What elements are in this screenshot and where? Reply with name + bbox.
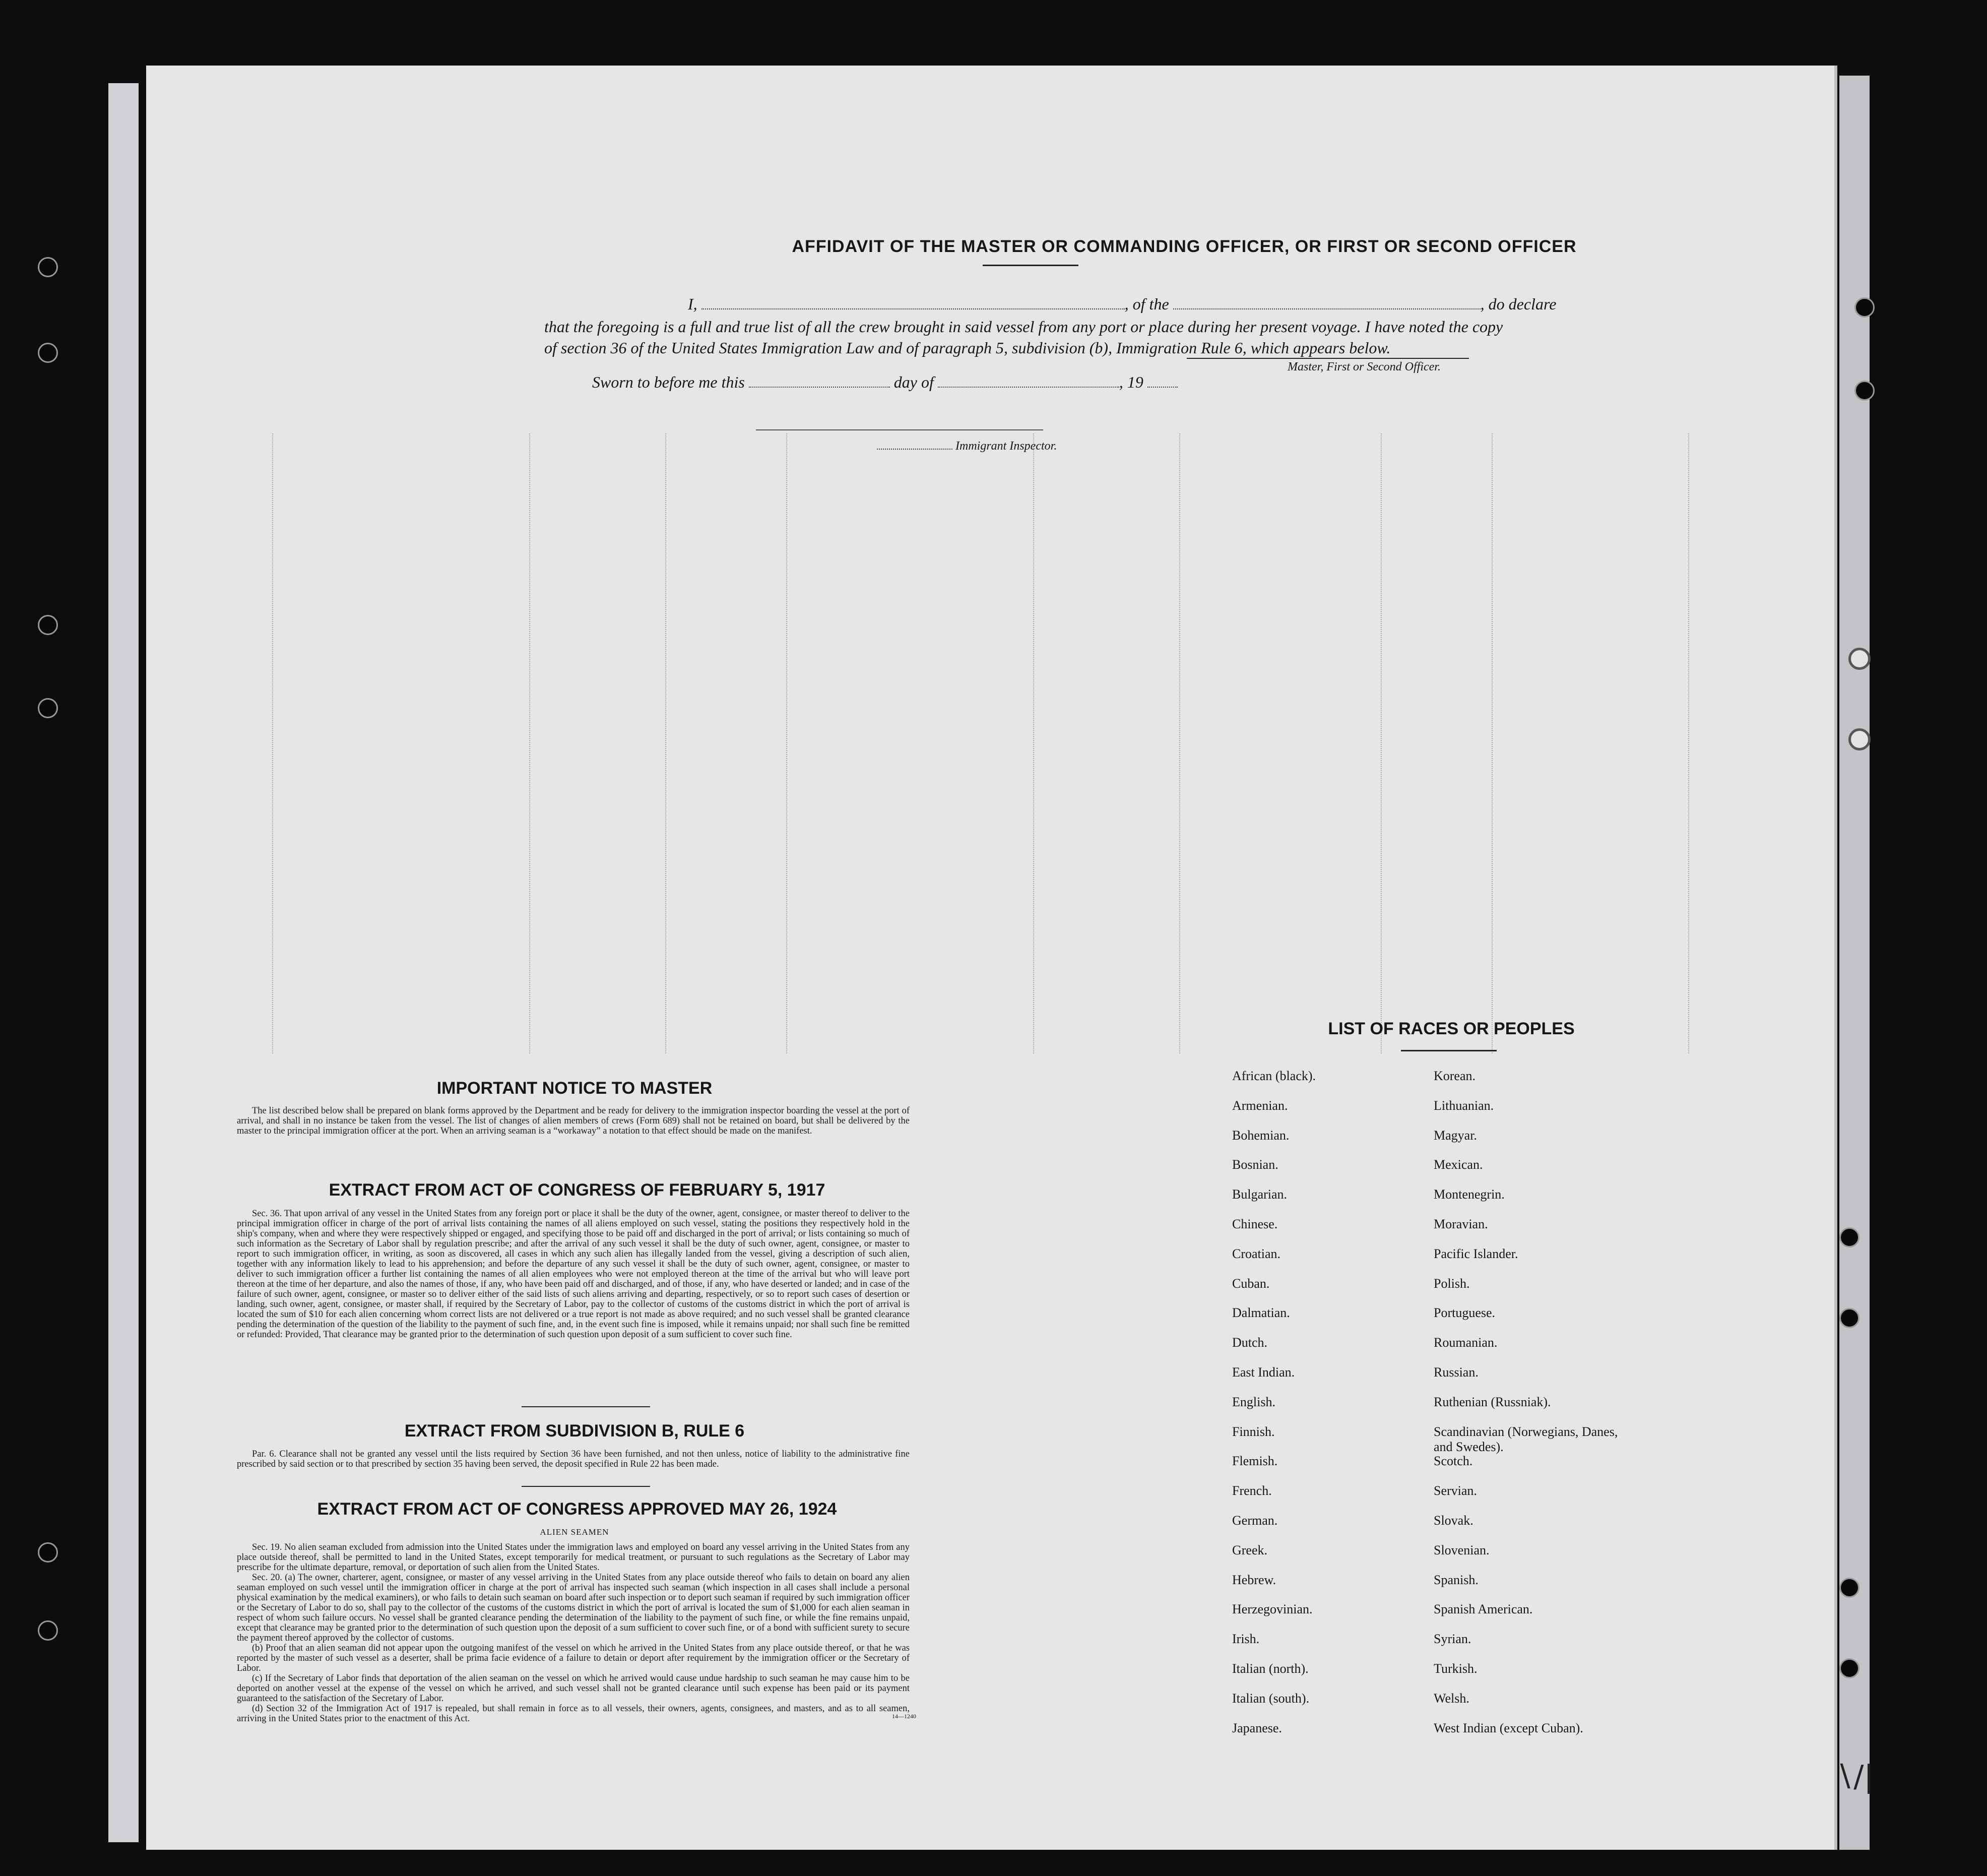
notice-title: IMPORTANT NOTICE TO MASTER [436, 1079, 713, 1098]
section-rule [522, 1406, 650, 1407]
race-item: Slovenian. [1434, 1542, 1490, 1557]
race-item: Russian. [1434, 1365, 1479, 1380]
race-item: Syrian. [1434, 1632, 1471, 1647]
race-item: Irish. [1232, 1632, 1260, 1647]
name-field[interactable] [701, 308, 1125, 309]
binder-hole [1854, 381, 1875, 401]
notice-text [237, 1106, 910, 1136]
extract-1917-title: EXTRACT FROM ACT OF CONGRESS OF FEBRUARY 5, 1917 [329, 1180, 825, 1200]
rule6-paragraph: Par. 6. Clearance shall not be granted any vessel until the lists required by Section 36 have been furnished, and not then unless, notice of liability to the administrative fine prescribed by said section or to that prescribed by section 35 having been served, the deposit specified in Rule 22 has been made. [237, 1449, 910, 1469]
title-rule [983, 265, 1078, 266]
handwritten-mark: ∖/| [1834, 1759, 1874, 1794]
race-item: Chinese. [1232, 1217, 1278, 1231]
race-item: Korean. [1434, 1069, 1476, 1083]
binder-hole [1839, 1578, 1860, 1598]
race-item: West Indian (except Cuban). [1434, 1720, 1583, 1735]
race-item: Scotch. [1434, 1454, 1473, 1469]
label-year: , 19 [1119, 373, 1143, 391]
sworn-line [592, 373, 1178, 392]
race-item: Flemish. [1232, 1454, 1278, 1469]
race-item: Moravian. [1434, 1217, 1488, 1231]
column-rule [786, 433, 787, 1053]
extract-1924-text [237, 1542, 910, 1724]
race-item: English. [1232, 1394, 1275, 1409]
race-item: Dutch. [1232, 1335, 1268, 1350]
label-do-declare: , do declare [1480, 295, 1557, 313]
binder-hole [1848, 728, 1871, 751]
master-signature-line[interactable] [1187, 358, 1469, 359]
race-item: Italian (north). [1232, 1661, 1309, 1676]
extract-1924-paragraph: (b) Proof that an alien seaman did not appear upon the outgoing manifest of the vessel on which he arrived in the United States from any place outside thereof, or that he was reported by the master of such vessel as a deserter, shall be prima facie evidence of a failure to detain or deport after requirement by the immigration officer or the Secretary of Labor. [237, 1643, 910, 1673]
race-item: Turkish. [1434, 1661, 1478, 1676]
column-rule [1033, 433, 1034, 1053]
vessel-field[interactable] [1173, 308, 1481, 309]
column-rule [272, 433, 273, 1053]
race-item: French. [1232, 1483, 1272, 1498]
section-rule [522, 1486, 650, 1487]
binder-hole [38, 343, 58, 363]
race-item: Croatian. [1232, 1246, 1281, 1261]
races-title: LIST OF RACES OR PEOPLES [1328, 1019, 1575, 1038]
race-item: Mexican. [1434, 1157, 1483, 1172]
binder-hole [38, 615, 58, 635]
race-item: Armenian. [1232, 1098, 1288, 1113]
extract-1924-paragraph: Sec. 20. (a) The owner, charterer, agent, consignee, or master of any vessel arriving in the United States from any place outside thereof who fails to detain on board any alien seaman employed on such vessel until the immigration officer in charge at the port of arrival has inspected such seaman (which inspection in all cases shall include a personal physical examination by the medical examiners), or who fails to detain such seaman on board after such inspection or to deport such seaman if required by such immigration officer or the Secretary of Labor to do so, shall pay to the collector of the customs of the customs district in which the port of arrival is located the sum of $1,000 for each alien seaman in respect of whom such failure occurs. No vessel shall be granted clearance pending the determination of the liability to the payment of such fine, or while the fine remains unpaid, except that clearance may be granted prior to the determination of such question upon the deposit of a sum sufficient to cover such fine, or of a bond with sufficient surety to secure the payment thereof approved by the collector of customs. [237, 1573, 910, 1643]
race-item: Welsh. [1434, 1691, 1469, 1706]
rule6-title: EXTRACT FROM SUBDIVISION B, RULE 6 [404, 1421, 745, 1441]
binder-hole [38, 1620, 58, 1641]
binder-hole [1839, 1227, 1860, 1247]
race-item: Spanish American. [1434, 1602, 1533, 1617]
rule6-text [237, 1449, 910, 1469]
extract-1924-title: EXTRACT FROM ACT OF CONGRESS APPROVED MAY 26, 1924 [317, 1499, 837, 1519]
inspector-field[interactable] [877, 449, 952, 450]
column-rule [665, 433, 666, 1053]
race-item: Finnish. [1232, 1424, 1275, 1439]
race-item: Herzegovinian. [1232, 1602, 1313, 1617]
race-item: Roumanian. [1434, 1335, 1498, 1350]
race-item: Bulgarian. [1232, 1187, 1288, 1202]
binder-hole [38, 698, 58, 718]
race-item: German. [1232, 1513, 1278, 1528]
race-item: Hebrew. [1232, 1572, 1276, 1587]
race-item: Scandinavian (Norwegians, Danes, and Swedes). [1434, 1424, 1618, 1454]
race-item: Ruthenian (Russniak). [1434, 1394, 1551, 1409]
race-item: East Indian. [1232, 1365, 1295, 1380]
race-item: Magyar. [1434, 1128, 1477, 1143]
affidavit-title: AFFIDAVIT OF THE MASTER OR COMMANDING OFFICER, OR FIRST OR SECOND OFFICER [792, 237, 1577, 256]
notice-paragraph: The list described below shall be prepared on blank forms approved by the Department and be ready for delivery to the immigration inspector boarding the vessel at the port of arrival, and shall in no instance be taken from the vessel. The list of changes of alien members of crews (Form 689) shall not be retained on board, but shall be delivered by the master to the principal immigration officer at the port. When an arriving seaman is a “workaway” a notation to that effect should be made on the manifest. [237, 1106, 910, 1136]
race-item: Bosnian. [1232, 1157, 1278, 1172]
binder-hole [1848, 648, 1871, 670]
manifest-page [146, 66, 1874, 1850]
column-rule [1492, 433, 1493, 1053]
binder-hole [1839, 1308, 1860, 1328]
label-sworn: Sworn to before me this [592, 373, 745, 391]
race-item: Cuban. [1232, 1276, 1270, 1291]
race-item: Lithuanian. [1434, 1098, 1494, 1113]
sheet-edge [108, 83, 139, 1842]
race-item: Montenegrin. [1434, 1187, 1505, 1202]
binder-hole [38, 257, 58, 277]
race-item: Spanish. [1434, 1572, 1479, 1587]
binder-hole [1839, 1658, 1860, 1678]
race-item: Polish. [1434, 1276, 1470, 1291]
form-number: 14—1240 [892, 1713, 916, 1720]
affidavit-body: that the foregoing is a full and true list of all the crew brought in said vessel from any port or place during her present voyage. I have noted the copy of section 36 of the United States Immigration Law and of paragraph 5, subdivision (b), Immigration Rule 6, which appears below. [544, 318, 1503, 357]
extract-1924-paragraph: (d) Section 32 of the Immigration Act of 1917 is repealed, but shall remain in force as to all vessels, their owners, agents, consignees, and masters, and as to all seamen, arriving in the United States prior to the enactment of this Act. [237, 1704, 910, 1724]
inspector-label: Immigrant Inspector. [955, 440, 1057, 453]
race-item: Bohemian. [1232, 1128, 1290, 1143]
column-rule [1688, 433, 1689, 1053]
master-label: Master, First or Second Officer. [1288, 360, 1441, 373]
race-item: Portuguese. [1434, 1305, 1496, 1321]
alien-seamen-subtitle: ALIEN SEAMEN [540, 1527, 609, 1537]
label-i: I, [688, 295, 697, 313]
race-item: Servian. [1434, 1483, 1477, 1498]
race-item: Dalmatian. [1232, 1305, 1290, 1321]
extract-1924-paragraph: (c) If the Secretary of Labor finds that deportation of the alien seaman on the vessel on which he arrived would cause undue hardship to such seaman he may cause him to be deported on another vessel at the expense of the vessel on which he arrived, and such vessel shall not be granted clearance until such expense has been paid or its payment guaranteed to the satisfaction of the Secretary of Labor. [237, 1673, 910, 1704]
binder-hole [1854, 297, 1875, 318]
extract-1924-paragraph: Sec. 19. No alien seaman excluded from admission into the United States under the immigration laws and employed on board any vessel arriving in the United States from any place outside thereof, shall be permitted to land in the United States, except temporarily for medical treatment, or pursuant to such regulations as the Secretary of Labor may prescribe for the ultimate departure, removal, or deportation of such alien from the United States. [237, 1542, 910, 1573]
declaration-line [688, 295, 1556, 314]
column-rule [1381, 433, 1382, 1053]
race-item: African (black). [1232, 1069, 1316, 1083]
inspector-line [877, 440, 1057, 453]
sworn-year-field[interactable] [1147, 387, 1178, 388]
inspector-signature-line[interactable] [756, 429, 1043, 430]
binder-hole [38, 1542, 58, 1562]
label-day-of: day of [893, 373, 934, 391]
race-item: Greek. [1232, 1542, 1268, 1557]
column-rule [1179, 433, 1180, 1053]
race-item: Japanese. [1232, 1720, 1282, 1735]
races-title-rule [1401, 1050, 1497, 1051]
extract-1917-paragraph: Sec. 36. That upon arrival of any vessel in the United States from any foreign port or place it shall be the duty of the owner, agent, consignee, or master thereof to deliver to the principal immigration officer in charge of the port of arrival lists containing the names of all aliens employed on such vessel, stating the positions they respectively hold in the ship's company, when and where they were respectively shipped or engaged, and specifying those to be paid off and discharged in the port of arrival; or lists containing so much of such information as the Secretary of Labor shall by regulation prescribe; and after the arrival of any such vessel it shall be the duty of such owner, agent, consignee, or master to report to such immigration officer, in writing, as soon as discovered, all cases in which any such alien has illegally landed from the vessel, giving a description of such alien, together with any information likely to lead to his apprehension; and before the departure of any such vessel it shall be the duty of such owner, agent, consignee, or master to deliver to such immigration officer a further list containing the names of all alien employees who were not employed thereon at the time of the arrival but who will leave port thereon at the time of her departure, and also the names of those, if any, who have been paid off and discharged, and of those, if any, who have deserted or landed; and in case of the failure of such owner, agent, consignee, or master so to deliver either of the said lists of such aliens arriving and departing, respectively, or so to report such cases of desertion or landing, such owner, agent, consignee, or master shall, if required by the Secretary of Labor, pay to the collector of customs of the customs district in which the port of arrival is located the sum of $10 for each alien concerning whom correct lists are not delivered or a true report is not made as above required; and no such vessel shall be granted clearance pending the determination of the question of the liability to the payment of such fine, and, in the event such fine is imposed, while it remains unpaid; nor shall such fine be remitted or refunded: Provided, That clearance may be granted prior to the determination of such question upon deposit of a sum sufficient to cover such fine. [237, 1209, 910, 1340]
label-of-the: , of the [1124, 295, 1169, 313]
sworn-day-field[interactable] [749, 387, 890, 388]
race-item: Pacific Islander. [1434, 1246, 1518, 1261]
extract-1917-text [237, 1209, 910, 1340]
sworn-month-field[interactable] [938, 387, 1119, 388]
race-item: Slovak. [1434, 1513, 1473, 1528]
column-rule [529, 433, 530, 1053]
race-item: Italian (south). [1232, 1691, 1310, 1706]
